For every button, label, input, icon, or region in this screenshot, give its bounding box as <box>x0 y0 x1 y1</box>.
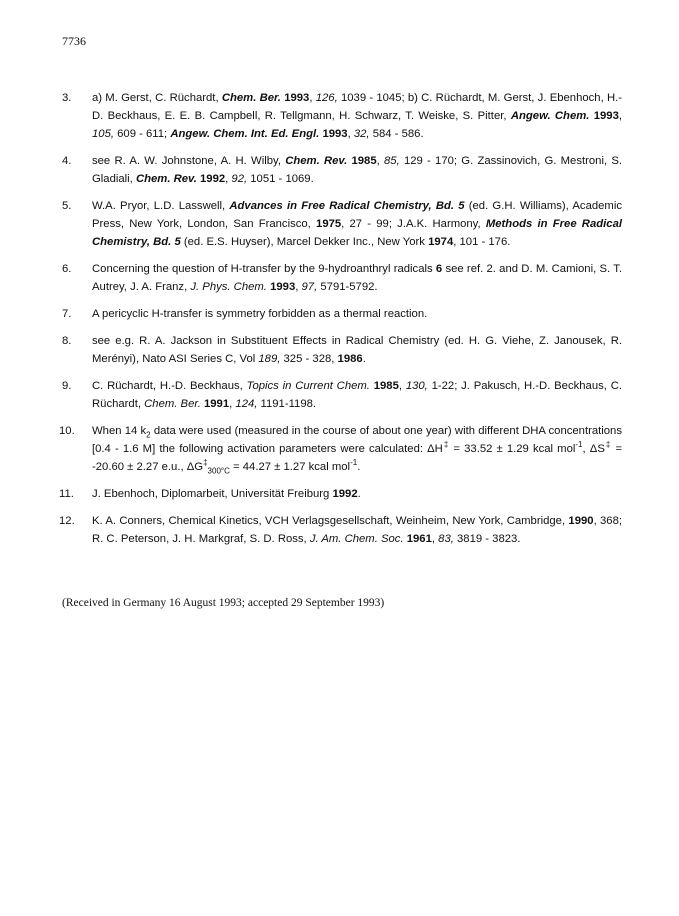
ref-text: 325 - 328, <box>280 353 338 365</box>
reference-number: 5. <box>62 200 72 212</box>
ref-volume: 105, <box>92 128 114 140</box>
ref-volume: 126, <box>315 92 338 104</box>
ref-year: 1993 <box>270 281 296 293</box>
subscript: 2 <box>146 430 151 440</box>
ref-text: Concerning the question of H-transfer by the 9-hydroanthryl radicals <box>92 263 436 275</box>
ref-year: 1993 <box>593 110 619 122</box>
ref-text: = -20.60 ± 2.27 e.u., ΔG <box>92 443 623 473</box>
ref-volume: 83, <box>438 533 454 545</box>
reference-7 <box>62 305 622 323</box>
ref-year: 1990 <box>568 515 594 527</box>
reference-number: 10. <box>59 425 75 437</box>
reference-8 <box>62 332 622 368</box>
ref-year: 1992 <box>200 173 226 185</box>
ref-year: 1993 <box>284 92 310 104</box>
ref-text: A pericyclic H-transfer is symmetry forbidden as a thermal reaction. <box>92 308 428 320</box>
ref-text: (ed. G.H. Williams), Academic Press, New York, London, San Francisco, <box>92 200 622 230</box>
ref-volume: 85, <box>384 155 400 167</box>
ref-year: 1961 <box>406 533 432 545</box>
ref-text: When 14 k <box>92 425 147 437</box>
ref-text: 1-22; J. Pakusch, H.-D. Beckhaus, C. Rüchardt, <box>92 380 622 410</box>
ref-text: = 33.52 ± 1.29 kcal mol <box>449 443 576 455</box>
ref-text: see ref. 2. and D. M. Camioni, S. T. Autrey, J. A. Franz, <box>92 263 622 293</box>
ref-year: 1993 <box>322 128 348 140</box>
reference-number: 4. <box>62 155 72 167</box>
ref-volume: 124, <box>235 398 258 410</box>
ref-text: C. Rüchardt, H.-D. Beckhaus, <box>92 380 247 392</box>
received-note: (Received in Germany 16 August 1993; accepted 29 September 1993) <box>62 597 385 609</box>
ref-text: 129 - 170; G. Zassinovich, G. Mestroni, S. Gladiali, <box>92 155 623 185</box>
reference-6: 6. Concerning the question of H-transfer by the 9-hydroanthryl radicals 6 see ref. 2. and D. M. Camioni, S. T. Autrey, J. A. Franz, J. Phys. Chem. 1993, 97, 5791-5792. <box>62 260 622 296</box>
ref-text: 1191-1198. <box>257 398 317 410</box>
ref-text: , 27 - 99; J.A.K. Harmony, <box>341 218 486 230</box>
reference-3: 3. a) M. Gerst, C. Rüchardt, Chem. Ber. 1993, 126, 1039 - 1045; b) C. Rüchardt, M. Gerst, J. Ebenhoch, H.-D. Beckhaus, E. E. B. Campbell, R. Tellgmann, H. Schwarz, T. Weiske, S. Pitter, Angew. Chem. 1993, 105, 609 - 611; Angew. Chem. Int. Ed. Engl. 1993, 32, 584 - 586. <box>62 89 622 143</box>
ref-text: W.A. Pryor, L.D. Lasswell, <box>92 200 230 212</box>
ref-year: 1975 <box>316 218 342 230</box>
reference-9: 9. C. Rüchardt, H.-D. Beckhaus, Topics in Current Chem. 1985, 130, 1-22; J. Pakusch, H.-D. Beckhaus, C. Rüchardt, Chem. Ber. 1991, 124, 1191-1198. <box>62 377 622 413</box>
reference-number: 3. <box>62 92 72 104</box>
journal-name: Chem. Rev. <box>285 155 348 167</box>
superscript: ‡ <box>442 440 450 450</box>
reference-12: 12. K. A. Conners, Chemical Kinetics, VCH Verlagsgesellschaft, Weinheim, New York, Cambridge, 1990, 368; R. C. Peterson, J. H. Markgraf, S. D. Ross, J. Am. Chem. Soc. 1961, 83, 3819 - 3823. <box>62 512 622 548</box>
ref-text: see R. A. W. Johnstone, A. H. Wilby, <box>92 155 286 167</box>
ref-text: 1039 - 1045; b) C. Rüchardt, M. Gerst, J. Ebenhoch, H.-D. Beckhaus, E. E. B. Campbell, R. Tellgmann, H. Schwarz, T. Weiske, S. Pitter, <box>92 92 623 122</box>
ref-text: see e.g. R. A. Jackson in Substituent Effects in Radical Chemistry (ed. H. G. Viehe, Z. Janousek, R. Merényi), Nato ASI Series C, Vol <box>92 335 622 365</box>
reference-number: 6. <box>62 263 72 275</box>
ref-text: . <box>357 488 361 500</box>
ref-year: 1986 <box>337 353 363 365</box>
ref-text: data were used (measured in the course of about one year) with different DHA concentrations [0.4 - 1.6 M] the following activation parameters were calculated: ΔH <box>92 425 622 455</box>
ref-text: = 44.27 ± 1.27 kcal mol <box>229 461 351 473</box>
ref-text: 5791-5792. <box>317 281 378 293</box>
reference-10 <box>59 422 623 476</box>
journal-name: Chem. Rev. <box>135 173 197 185</box>
journal-name: J. Am. Chem. Soc. <box>309 533 404 545</box>
book-title: Methods in Free Radical Chemistry, Bd. 5 <box>92 218 622 248</box>
ref-year: 1992 <box>332 488 358 500</box>
ref-text: . <box>362 353 366 365</box>
book-title: Advances in Free Radical Chemistry, Bd. 5 <box>229 200 465 212</box>
journal-name: J. Phys. Chem. <box>190 281 267 293</box>
ref-text: , ΔS <box>582 443 605 455</box>
ref-text: , 368; R. C. Peterson, J. H. Markgraf, S. D. Ross, <box>92 515 623 545</box>
journal-name: Angew. Chem. <box>510 110 590 122</box>
reference-number: 9. <box>62 380 72 392</box>
ref-year: 1985 <box>373 380 399 392</box>
reference-number: 7. <box>62 308 72 320</box>
ref-volume: 32, <box>353 128 370 140</box>
ref-text: 584 - 586. <box>369 128 424 140</box>
superscript: ‡ <box>203 458 208 468</box>
page-number: 7736 <box>62 34 86 48</box>
ref-text: 609 - 611; <box>114 128 171 140</box>
compound-number: 6 <box>435 263 443 275</box>
ref-volume: 130, <box>405 380 428 392</box>
ref-text: K. A. Conners, Chemical Kinetics, VCH Verlagsgesellschaft, Weinheim, New York, Cambridge, <box>92 515 569 527</box>
superscript: -1 <box>575 440 583 450</box>
journal-name: Chem. Ber. <box>221 92 281 104</box>
ref-text: (ed. E.S. Huyser), Marcel Dekker Inc., New York <box>180 236 429 248</box>
reference-5 <box>62 197 622 251</box>
ref-text: 3819 - 3823. <box>453 533 521 545</box>
reference-number: 12. <box>59 515 75 527</box>
ref-volume: 92, <box>231 173 248 185</box>
ref-text: a) M. Gerst, C. Rüchardt, <box>92 92 222 104</box>
ref-year: 1974 <box>428 236 454 248</box>
superscript: ‡ <box>604 440 612 450</box>
journal-name: Angew. Chem. Int. Ed. Engl. <box>170 128 320 140</box>
ref-text: J. Ebenhoch, Diplomarbeit, Universität Freiburg <box>92 488 333 500</box>
ref-text: . <box>357 461 361 473</box>
reference-number: 11. <box>59 488 74 500</box>
reference-4: 4. see R. A. W. Johnstone, A. H. Wilby, Chem. Rev. 1985, 85, 129 - 170; G. Zassinovich, G. Mestroni, S. Gladiali, Chem. Rev. 1992, 92, 1051 - 1069. <box>62 152 622 188</box>
subscript: 300°C <box>207 466 230 476</box>
superscript: -1 <box>350 458 358 468</box>
ref-text: 1051 - 1069. <box>247 173 314 185</box>
journal-name: Topics in Current Chem. <box>246 380 370 392</box>
reference-number: 8. <box>62 335 72 347</box>
ref-volume: 189, <box>258 353 281 365</box>
reference-list <box>59 89 623 557</box>
journal-name: Chem. Ber. <box>144 398 201 410</box>
ref-year: 1991 <box>203 398 230 410</box>
ref-text: , 101 - 176. <box>453 236 511 248</box>
reference-11 <box>59 485 622 503</box>
ref-year: 1985 <box>351 155 377 167</box>
ref-volume: 97, <box>301 281 318 293</box>
